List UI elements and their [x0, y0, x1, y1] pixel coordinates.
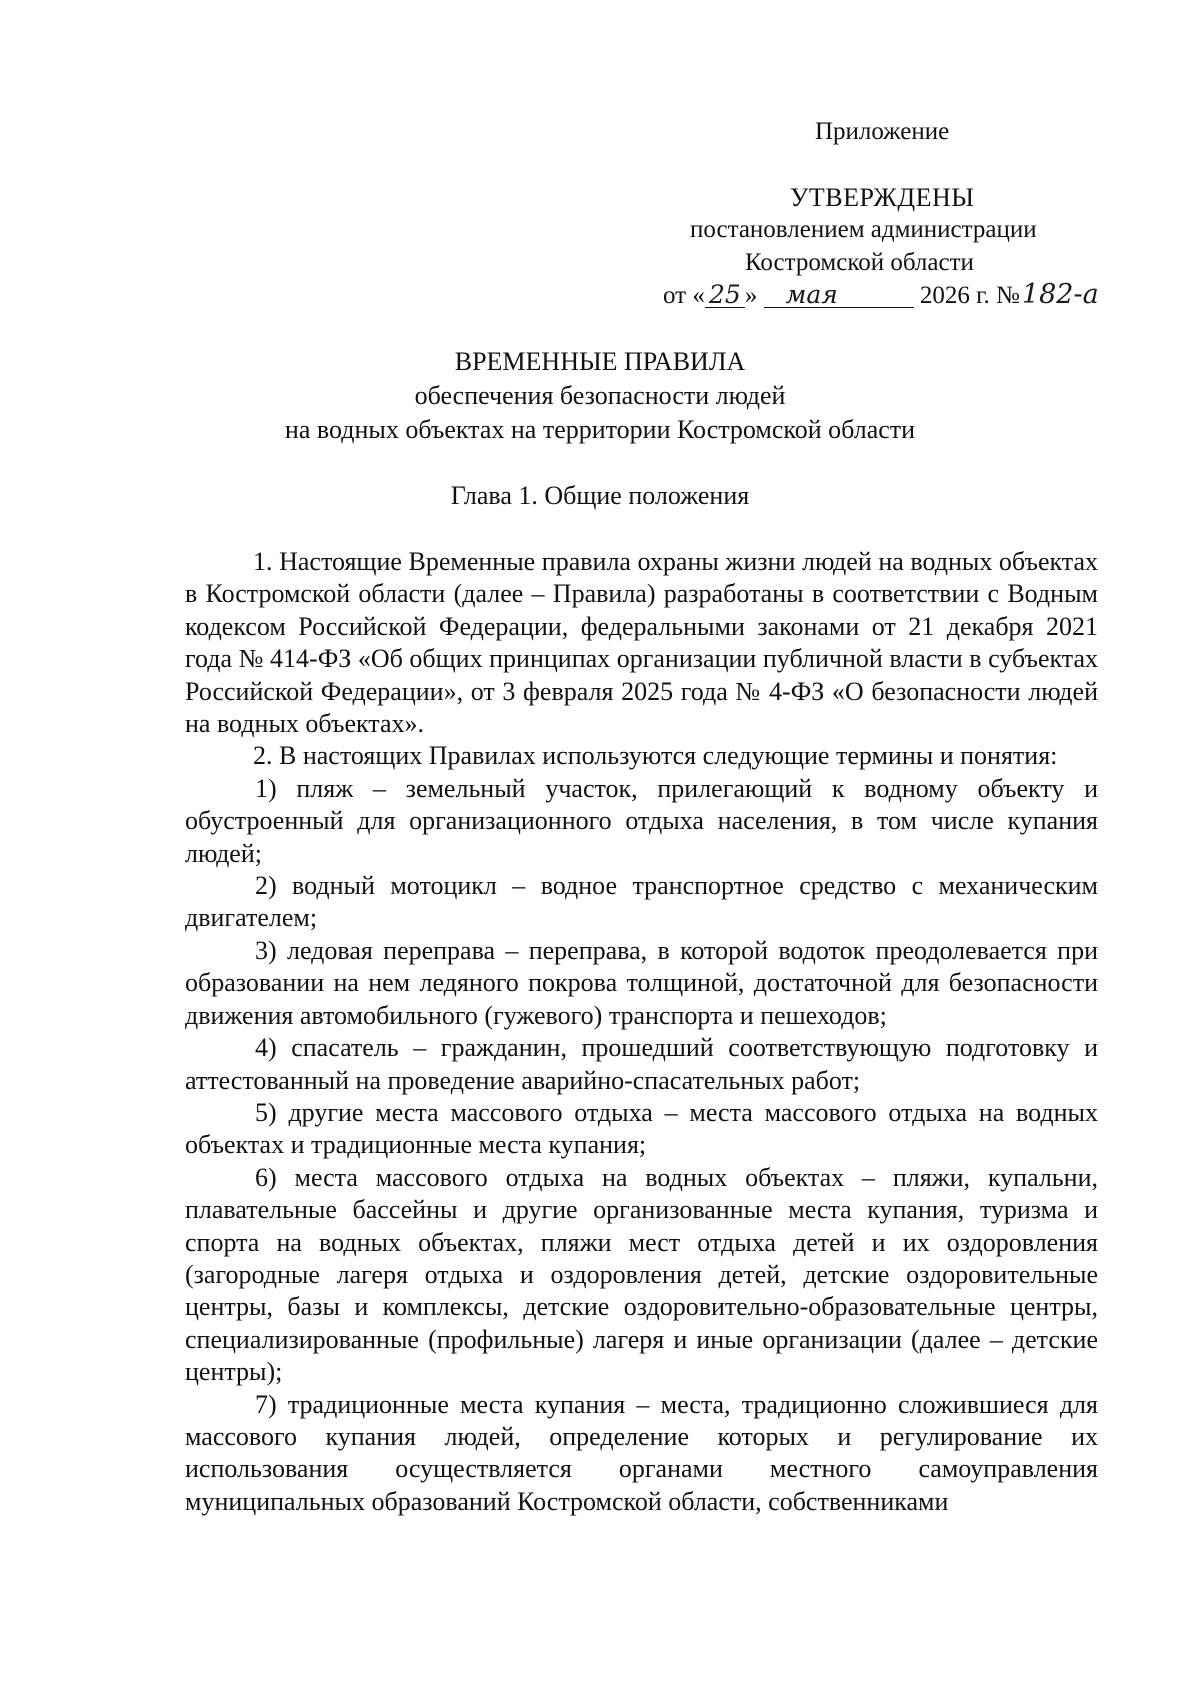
appendix-label: Приложение — [815, 118, 950, 145]
definition-6: 6) места массового отдыха на водных объектах – пляжи, купальни, плавательные бассейны и другие организованные места купания, туризма и спорта на водных объектах, пляжи мест отдыха детей и их оздоровления (загородные лагеря отдыха и оздоровления детей, детские оздоровительные центры, базы и комплексы, детские оздоровительно-образовательные центры, специализированные (профильные) лагеря и иные организации (далее – детские центры); — [185, 1162, 1098, 1387]
definition-3: 3) ледовая переправа – переправа, в которой водоток преодолевается при образовании на нем ледяного покрова толщиной, достаточной для безопасности движения автомобильного (гужевого) транспорта и пешеходов; — [185, 935, 1098, 1030]
doc-title-line-1: ВРЕМЕННЫЕ ПРАВИЛА — [454, 347, 746, 376]
date-year: 2026 г. № — [919, 282, 1020, 309]
approved-by-line-2: Костромской области — [745, 249, 974, 276]
doc-title-line-3: на водных объектах на территории Костромской области — [284, 415, 916, 444]
paragraph-2: 2. В настоящих Правилах используются следующие термины и понятия: — [253, 741, 1058, 771]
handwritten-month: мая — [764, 282, 914, 308]
handwritten-day: 25 — [705, 282, 745, 308]
date-prefix: от « — [663, 282, 705, 309]
doc-title-line-2: обеспечения безопасности людей — [414, 381, 786, 410]
definition-4: 4) спасатель – гражданин, прошедший соответствующую подготовку и аттестованный на проведение аварийно-спасательных работ; — [185, 1033, 1098, 1095]
definition-2: 2) водный мотоцикл – водное транспортное средство с механическим двигателем; — [185, 871, 1098, 933]
handwritten-doc-number: 182-а — [1021, 279, 1099, 310]
paragraph-1: 1. Настоящие Временные правила охраны жизни людей на водных объектах в Костромской области (далее – Правила) разработаны в соответствии с Водным кодексом Российской Федерации, федеральными законами от 21 декабря 2021 года № 414-ФЗ «Об общих принципах организации публичной власти в субъектах Российской Федерации», от 3 февраля 2025 года № 4-ФЗ «О безопасности людей на водных объектах». — [185, 547, 1098, 739]
approved-stamp-heading: УТВЕРЖДЕНЫ — [790, 183, 975, 212]
definition-7: 7) традиционные места купания – места, традиционно сложившиеся для массового купания людей, определение которых и регулирование их использования осуществляется органами местного самоуправления муниципальных образований Костромской области, собственниками — [185, 1389, 1098, 1516]
approved-by-line-1: постановлением администрации — [690, 216, 1037, 243]
definition-1: 1) пляж – земельный участок, прилегающий к водному объекту и обустроенный для организационного отдыха населения, в том числе купания людей; — [185, 773, 1098, 868]
document-body — [185, 546, 1098, 1518]
chapter-heading: Глава 1. Общие положения — [450, 481, 750, 510]
approval-date-line — [663, 281, 1101, 310]
date-mid: » — [744, 282, 758, 309]
definition-5: 5) другие места массового отдыха – места массового отдыха на водных объектах и традиционные места купания; — [185, 1097, 1098, 1160]
